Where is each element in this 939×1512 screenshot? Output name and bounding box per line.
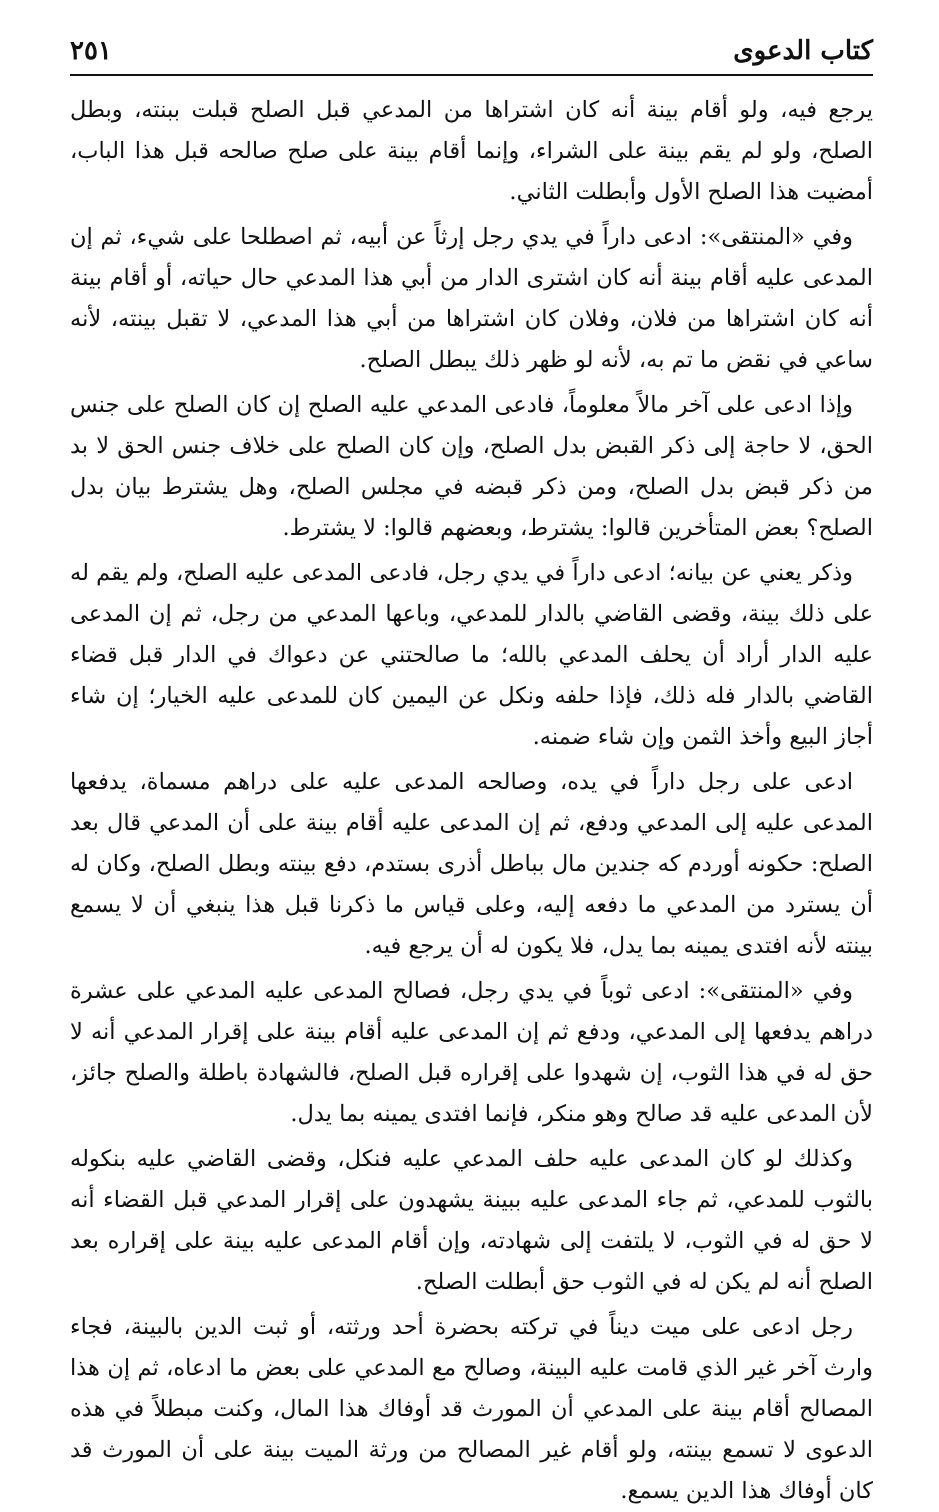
body-text bbox=[70, 90, 873, 1504]
paragraph-3: وإذا ادعى على آخر مالاً معلوماً، فادعى المدعي عليه الصلح إن كان الصلح على جنس الحق، لا حاجة إلى ذكر القبض بدل الصلح، وإن كان الصلح على خلاف جنس الحق لا بد من ذكر قبض بدل الصلح، ومن ذكر قبضه في مجلس الصلح، وهل يشترط بيان بدل الصلح؟ بعض المتأخرين قالوا: يشترط، وبعضهم قالوا: لا يشترط. bbox=[70, 392, 873, 541]
paragraph-1: يرجع فيه، ولو أقام بينة أنه كان اشتراها من المدعي قبل الصلح قبلت ببنته، وبطل الصلح، ولو لم يقم بينة على الشراء، وإنما أقام بينة على صلح صالحه قبل هذا الباب، أمضيت هذا الصلح الأول وأبطلت الثاني. bbox=[70, 97, 873, 205]
paragraph-2: وفي «المنتقى»: ادعى داراً في يدي رجل إرثاً عن أبيه، ثم اصطلحا على شيء، ثم إن المدعى عليه أقام بينة أنه كان اشترى الدار من أبي هذا المدعي حال حياته، أو أقام بينة أنه كان اشتراها من فلان، وفلان كان اشتراها من أبي هذا المدعي، لا تقبل بينته، لأنه ساعي في نقض ما تم به، لأنه لو ظهر ذلك يبطل الصلح. bbox=[70, 224, 873, 373]
paragraph-7: وكذلك لو كان المدعى عليه حلف المدعي عليه فنكل، وقضى القاضي عليه بنكوله بالثوب للمدعي، ثم جاء المدعى عليه ببينة يشهدون على إقرار المدعي قبل القضاء أنه لا حق له في الثوب، لا يلتفت إلى شهادته، وإن أقام المدعى عليه بينة على إقراره بعد الصلح أنه لم يكن له في الثوب حق أبطلت الصلح. bbox=[70, 1146, 873, 1295]
paragraph-8: رجل ادعى على ميت ديناً في تركته بحضرة أحد ورثته، أو ثبت الدين بالبينة، فجاء وارث آخر غير الذي قامت عليه البينة، وصالح مع المدعي على بعض ما ادعاه، ثم إن هذا المصالح أقام بينة على المدعي أن المورث قد أوفاك هذا المال، وكنت مبطلاً في هذه الدعوى لا تسمع بينته، ولو أقام غير المصالح من ورثة الميت بينة على أن المورث قد كان أوفاك هذا الدين يسمع. bbox=[70, 1314, 873, 1504]
paragraph-4: وذكر يعني عن بيانه؛ ادعى داراً في يدي رجل، فادعى المدعى عليه الصلح، ولم يقم له على ذلك بينة، وقضى القاضي بالدار للمدعي، وباعها المدعي من رجل، ثم إن المدعى عليه الدار أراد أن يحلف المدعي بالله؛ ما صالحتني عن دعواك في الدار قبل قضاء القاضي بالدار فله ذلك، فإذا حلفه ونكل عن اليمين كان للمدعى عليه الخيار؛ إن شاء أجاز البيع وأخذ الثمن وإن شاء ضمنه. bbox=[70, 560, 873, 750]
book-title: كتاب الدعوى bbox=[733, 36, 873, 66]
running-head bbox=[70, 30, 873, 76]
page-number: ٢٥١ bbox=[70, 36, 112, 66]
paragraph-5: ادعى على رجل داراً في يده، وصالحه المدعى عليه على دراهم مسماة، يدفعها المدعى عليه إلى المدعي ودفع، ثم إن المدعى عليه أقام بينة على أن المدعي قال بعد الصلح: حكونه أوردم كه جندين مال بباطل أذرى بستدم، دفع بينته وبطل الصلح، وكان له أن يسترد من المدعي ما دفعه إليه، وعلى قياس ما ذكرنا قبل هذا ينبغي أن لا يسمع بينته لأنه افتدى يمينه بما يدل، فلا يكون له أن يرجع فيه. bbox=[70, 769, 873, 959]
paragraph-6: وفي «المنتقى»: ادعى ثوباً في يدي رجل، فصالح المدعى عليه المدعي على عشرة دراهم يدفعها إلى المدعي، ودفع ثم إن المدعى عليه أقام بينة على إقرار المدعي أنه لا حق له في هذا الثوب، إن شهدوا على إقراره قبل الصلح، فالشهادة باطلة والصلح جائز، لأن المدعى عليه قد صالح وهو منكر، فإنما افتدى يمينه بما يدل. bbox=[70, 978, 873, 1127]
